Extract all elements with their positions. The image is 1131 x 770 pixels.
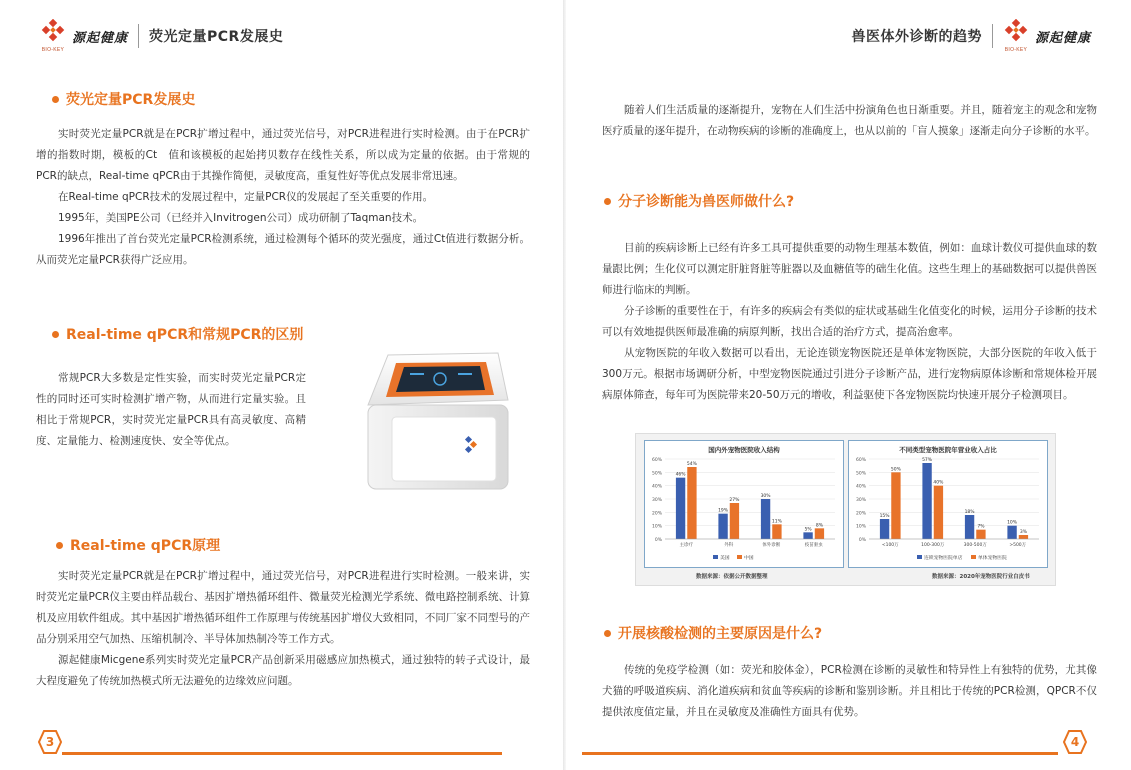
legend-swatch xyxy=(971,555,976,559)
left-header xyxy=(40,18,283,54)
paragraph: 从宠物医院的年收入数据可以看出，无论连锁宠物医院还是单体宠物医院，大部分医院的年收入低于300万元。根据市场调研分析，中型宠物医院通过引进分子诊断产品，进行宠物病原体诊断和常规体检开展病原体筛查，每年可为医院带来20-50万元的增收，利益驱使下各宠物医院均快速开展分子检测项目。 xyxy=(602,347,1097,401)
bar-value-label: 5% xyxy=(804,527,812,533)
bar-value-label: 57% xyxy=(922,458,933,463)
brand-logo xyxy=(40,19,128,53)
bar-series-1 xyxy=(761,499,770,539)
bar-value-label: 11% xyxy=(771,519,782,525)
bullet-dot-icon xyxy=(604,198,611,205)
left-page xyxy=(0,0,565,770)
brand-name-en: BIO-KEY xyxy=(41,47,65,53)
y-tick-label: 20% xyxy=(651,511,662,517)
y-tick-label: 30% xyxy=(651,498,662,503)
chart-svg xyxy=(849,455,1047,567)
paragraph: 目前的疾病诊断上已经有许多工具可提供重要的动物生理基本数值，例如：血球计数仪可提供血球的数量跟比例；生化仪可以测定肝脏肾脏等脏器以及血糖值等的础生化值。这些生理上的基础数据可以提供兽医师进行临床的判断。 xyxy=(602,242,1097,296)
bar-series-1 xyxy=(880,519,889,539)
x-tick-label: 100-300万 xyxy=(921,543,945,548)
x-tick-label: 体外诊断 xyxy=(762,543,781,548)
bar-value-label: 10% xyxy=(1007,520,1018,526)
y-tick-label: 50% xyxy=(651,471,662,477)
x-tick-label: 疫苗驱虫 xyxy=(804,543,823,548)
legend-label: 连锁宠物医院单店 xyxy=(924,556,963,561)
bar-series-2 xyxy=(687,467,696,539)
brand-name: 源起健康 xyxy=(72,30,129,46)
paragraph: 传统的免疫学检测（如：荧光和胶体金），PCR检测在诊断的灵敏性和特异性上有独特的优势，尤其像犬猫的呼吸道疾病、消化道疾病和贫血等疾病的诊断和鉴别诊断。并且相比于传统的PCR检测，QPCR不仅提供浓度值定量，并且在灵敏度及准确性方面具有优势。 xyxy=(602,664,1097,718)
chart-source: 数据来源：2020年宠物医院行业白皮书 xyxy=(932,574,1030,580)
brand-name-en: BIO-KEY xyxy=(1004,47,1028,53)
section-body-principle xyxy=(36,566,530,692)
y-tick-label: 40% xyxy=(855,484,866,490)
bar-series-2 xyxy=(976,530,985,539)
section-heading-history: 荧光定量PCR发展史 xyxy=(52,89,195,109)
right-header-title: 兽医体外诊断的趋势 xyxy=(851,29,982,45)
bar-value-label: 3% xyxy=(1019,530,1027,535)
x-tick-label: >500万 xyxy=(1009,543,1027,548)
legend-label: 中国 xyxy=(744,556,754,561)
bar-value-label: 8% xyxy=(815,523,823,529)
bar-series-1 xyxy=(922,463,931,539)
chart-title: 国内外宠物医院收入结构 xyxy=(708,446,780,454)
y-tick-label: 60% xyxy=(651,458,662,463)
bullet-dot-icon xyxy=(52,331,59,338)
section-body-history xyxy=(36,124,530,271)
section-body-nucleic xyxy=(602,660,1097,723)
bar-series-1 xyxy=(965,515,974,539)
brand-mark-icon xyxy=(40,19,66,47)
x-tick-label: <100万 xyxy=(881,543,899,548)
page-number: 3 xyxy=(45,735,55,749)
chart-source: 数据来源：依据公开数据整理 xyxy=(696,574,768,580)
bar-value-label: 50% xyxy=(890,467,901,473)
bar-value-label: 27% xyxy=(729,498,740,503)
y-tick-label: 30% xyxy=(855,498,866,503)
bar-series-1 xyxy=(718,514,727,539)
bar-value-label: 54% xyxy=(686,462,697,467)
x-tick-label: 300-500万 xyxy=(963,543,987,548)
legend-label: 美国 xyxy=(720,556,730,561)
bar-series-1 xyxy=(676,478,685,539)
bar-series-1 xyxy=(803,532,812,539)
section-body-molecular xyxy=(602,238,1097,406)
y-tick-label: 0% xyxy=(858,538,866,543)
legend-label: 单体宠物医院 xyxy=(978,556,1007,561)
y-tick-label: 50% xyxy=(855,471,866,477)
chart-title: 不同类型宠物医院年营业收入占比 xyxy=(899,446,997,454)
paragraph: 1996年推出了首台荧光定量PCR检测系统，通过检测每个循环的荧光强度，通过Ct值进行数据分析。从而荧光定量PCR获得广泛应用。 xyxy=(36,233,530,266)
section-heading-nucleic: 开展核酸检测的主要原因是什么? xyxy=(604,623,822,643)
intro-paragraph: 随着人们生活质量的逐渐提升，宠物在人们生活中扮演角色也日渐重要。并且，随着宠主的观念和宠物医疗质量的逐年提升，在动物疾病的诊断的准确度上，也从以前的「盲人摸象」逐渐走向分子诊断的水平。 xyxy=(602,104,1097,137)
footer-line xyxy=(62,752,502,755)
bar-value-label: 18% xyxy=(964,510,975,515)
chart-svg xyxy=(645,455,843,567)
legend-swatch xyxy=(713,555,718,559)
bar-series-2 xyxy=(772,524,781,539)
bar-value-label: 7% xyxy=(977,524,985,530)
bar-series-2 xyxy=(934,486,943,539)
legend-swatch xyxy=(737,555,742,559)
bar-series-2 xyxy=(815,528,824,539)
y-tick-label: 60% xyxy=(855,458,866,463)
bar-series-2 xyxy=(891,472,900,539)
paragraph: 分子诊断的重要性在于，有许多的疾病会有类似的症状或基础生化值变化的时候，运用分子诊断的技术可以有效地提供医师最准确的病原判断，找出合适的治疗方式，提高治愈率。 xyxy=(602,305,1097,338)
y-tick-label: 0% xyxy=(654,538,662,543)
bar-series-2 xyxy=(730,503,739,539)
y-tick-label: 10% xyxy=(651,524,662,530)
chart-revenue-share xyxy=(848,440,1048,568)
paragraph: 实时荧光定量PCR就是在PCR扩增过程中，通过荧光信号，对PCR进程进行实时检测。由于在PCR扩增的指数时期，模板的Ct 值和该模板的起始拷贝数存在线性关系，所以成为定量的依据。由于常规的PCR的缺点，Real-time qPCR由于其操作简便，灵敏度高，重复性好等优点发展非常迅速。 xyxy=(36,128,530,182)
y-tick-label: 20% xyxy=(855,511,866,517)
bar-series-1 xyxy=(1007,526,1016,539)
section-heading-difference: Real-time qPCR和常规PCR的区别 xyxy=(52,324,303,344)
brand-mark-icon xyxy=(1003,19,1029,47)
section-body-difference xyxy=(36,368,306,452)
section-heading-principle: Real-time qPCR原理 xyxy=(56,535,220,555)
bar-value-label: 19% xyxy=(718,508,729,514)
bar-series-2 xyxy=(1019,535,1028,539)
footer-line xyxy=(582,752,1058,755)
bullet-dot-icon xyxy=(604,630,611,637)
bullet-dot-icon xyxy=(52,96,59,103)
brand-name: 源起健康 xyxy=(1034,30,1091,46)
chart-panel xyxy=(635,433,1056,586)
right-page xyxy=(566,0,1131,770)
x-tick-label: 主诊疗 xyxy=(679,543,693,548)
bar-value-label: 15% xyxy=(879,514,890,519)
header-divider xyxy=(138,24,139,48)
chart-income-structure xyxy=(644,440,844,568)
paragraph: 实时荧光定量PCR就是在PCR扩增过程中，通过荧光信号，对PCR进程进行实时检测。一般来讲，实时荧光定量PCR仪主要由样品载台、基因扩增热循环组件、微量荧光检测光学系统、微电路控制系统、计算机及应用软件组成。其中基因扩增热循环组件工作原理与传统基因扩增仪大致相同，不同厂家不同型号的产品分别采用空气加热、压缩机制冷、半导体加热制冷等工作方式。 xyxy=(36,570,530,645)
legend-swatch xyxy=(917,555,922,559)
right-header xyxy=(851,18,1091,54)
qpcr-instrument-image xyxy=(348,345,518,495)
x-tick-label: 外科 xyxy=(724,543,734,548)
brand-logo xyxy=(1003,19,1091,53)
left-header-title: 荧光定量PCR发展史 xyxy=(149,29,284,45)
paragraph: 常规PCR大多数是定性实验，而实时荧光定量PCR定性的同时还可实时检测扩增产物，从而进行定量实验。且相比于常规PCR，实时荧光定量PCR具有高灵敏度、高精度、定量能力、检测速度快、安全等优点。 xyxy=(36,372,306,447)
bar-value-label: 46% xyxy=(675,472,686,478)
page-number: 4 xyxy=(1070,735,1080,749)
y-tick-label: 10% xyxy=(855,524,866,530)
page-number-badge xyxy=(1063,730,1087,754)
y-tick-label: 40% xyxy=(651,484,662,490)
header-divider xyxy=(992,24,993,48)
bar-value-label: 30% xyxy=(760,494,771,499)
bullet-dot-icon xyxy=(56,542,63,549)
section-heading-molecular: 分子诊断能为兽医师做什么? xyxy=(604,191,794,211)
paragraph: 在Real-time qPCR技术的发展过程中，定量PCR仪的发展起了至关重要的作用。 xyxy=(58,191,434,203)
paragraph: 1995年，美国PE公司（已经并入Invitrogen公司）成功研制了Taqman技术。 xyxy=(58,212,424,224)
bar-value-label: 40% xyxy=(933,480,944,486)
page-number-badge xyxy=(38,730,62,754)
paragraph: 源起健康Micgene系列实时荧光定量PCR产品创新采用磁感应加热模式，通过独特的转子式设计，最大程度避免了传统加热模式所无法避免的边缘效应问题。 xyxy=(36,654,530,687)
